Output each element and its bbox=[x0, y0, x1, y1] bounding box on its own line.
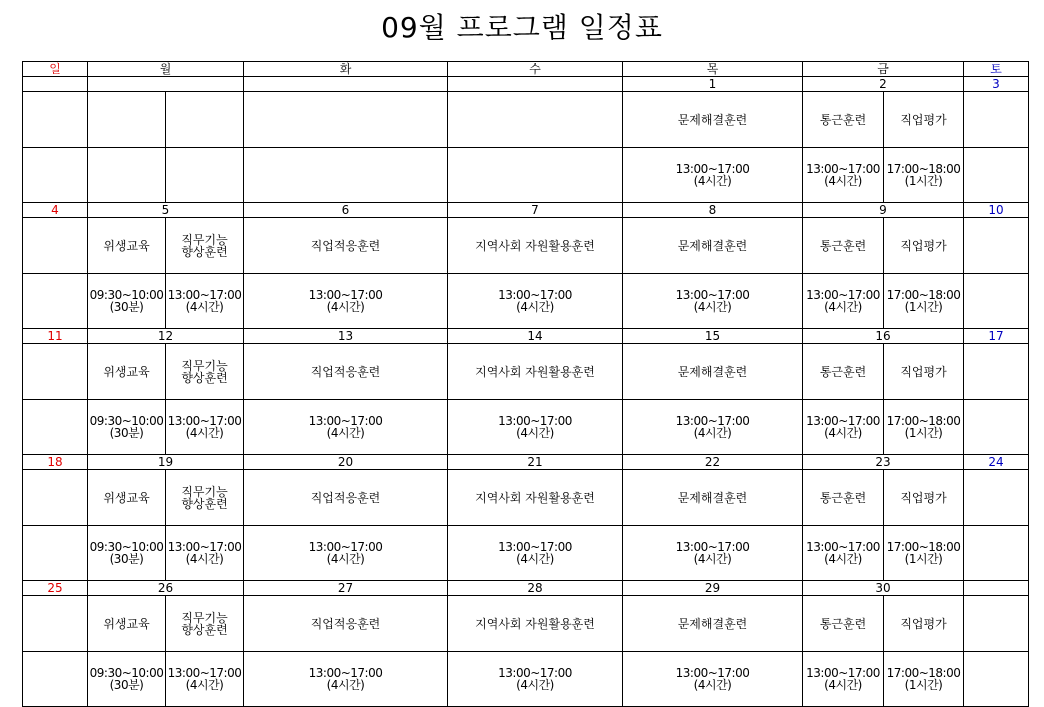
program-name: 직업적응훈련 bbox=[244, 218, 448, 274]
date-number: 21 bbox=[448, 455, 623, 470]
date-number: 25 bbox=[23, 581, 88, 596]
program-time: 13:00~17:00 (4시간) bbox=[803, 526, 884, 581]
program-name: 직무기능 향상훈련 bbox=[166, 470, 244, 526]
program-time bbox=[23, 526, 88, 581]
date-number: 12 bbox=[88, 329, 244, 344]
program-name: 직무기능 향상훈련 bbox=[166, 596, 244, 652]
program-name: 직업평가 bbox=[884, 596, 964, 652]
program-name-row bbox=[23, 344, 1029, 400]
program-time: 13:00~17:00 (4시간) bbox=[803, 148, 884, 203]
program-name: 직업적응훈련 bbox=[244, 470, 448, 526]
program-time: 13:00~17:00 (4시간) bbox=[166, 526, 244, 581]
week-date-row bbox=[23, 455, 1029, 470]
program-name: 직업평가 bbox=[884, 218, 964, 274]
program-time: 13:00~17:00 (4시간) bbox=[448, 274, 623, 329]
program-time-row bbox=[23, 274, 1029, 329]
program-name bbox=[23, 596, 88, 652]
program-name-row bbox=[23, 596, 1029, 652]
program-name: 위생교육 bbox=[88, 218, 166, 274]
program-name: 통근훈련 bbox=[803, 596, 884, 652]
date-number: 19 bbox=[88, 455, 244, 470]
program-name bbox=[244, 92, 448, 148]
date-number bbox=[244, 77, 448, 92]
date-number bbox=[448, 77, 623, 92]
program-time: 13:00~17:00 (4시간) bbox=[166, 652, 244, 707]
date-number bbox=[88, 77, 244, 92]
date-number: 9 bbox=[803, 203, 964, 218]
date-number: 1 bbox=[623, 77, 803, 92]
program-name-row bbox=[23, 470, 1029, 526]
date-number: 17 bbox=[964, 329, 1029, 344]
program-name: 통근훈련 bbox=[803, 92, 884, 148]
program-name: 문제해결훈련 bbox=[623, 92, 803, 148]
program-time: 13:00~17:00 (4시간) bbox=[244, 274, 448, 329]
program-name: 직업적응훈련 bbox=[244, 596, 448, 652]
program-time: 17:00~18:00 (1시간) bbox=[884, 526, 964, 581]
program-time: 13:00~17:00 (4시간) bbox=[623, 400, 803, 455]
program-name: 지역사회 자원활용훈련 bbox=[448, 596, 623, 652]
schedule-table bbox=[22, 61, 1029, 707]
program-name bbox=[23, 344, 88, 400]
page-title: 09월 프로그램 일정표 bbox=[381, 11, 663, 44]
program-name bbox=[23, 470, 88, 526]
program-name: 지역사회 자원활용훈련 bbox=[448, 218, 623, 274]
date-number: 20 bbox=[244, 455, 448, 470]
program-name bbox=[23, 92, 88, 148]
program-name: 통근훈련 bbox=[803, 344, 884, 400]
program-name bbox=[23, 218, 88, 274]
program-time: 13:00~17:00 (4시간) bbox=[244, 400, 448, 455]
program-name bbox=[964, 470, 1029, 526]
date-number: 16 bbox=[803, 329, 964, 344]
week-date-row bbox=[23, 203, 1029, 218]
program-time: 13:00~17:00 (4시간) bbox=[803, 274, 884, 329]
program-name-row bbox=[23, 218, 1029, 274]
program-time-row bbox=[23, 526, 1029, 581]
program-name-row bbox=[23, 92, 1029, 148]
date-number: 3 bbox=[964, 77, 1029, 92]
program-time: 13:00~17:00 (4시간) bbox=[244, 652, 448, 707]
program-name: 통근훈련 bbox=[803, 218, 884, 274]
date-number: 30 bbox=[803, 581, 964, 596]
program-name: 직업평가 bbox=[884, 344, 964, 400]
program-time bbox=[88, 148, 166, 203]
program-time-row bbox=[23, 400, 1029, 455]
date-number: 18 bbox=[23, 455, 88, 470]
program-name: 직무기능 향상훈련 bbox=[166, 344, 244, 400]
program-time bbox=[964, 652, 1029, 707]
program-time bbox=[964, 148, 1029, 203]
program-time bbox=[23, 274, 88, 329]
program-time bbox=[23, 400, 88, 455]
program-time: 13:00~17:00 (4시간) bbox=[623, 526, 803, 581]
program-time: 13:00~17:00 (4시간) bbox=[244, 526, 448, 581]
program-name: 통근훈련 bbox=[803, 470, 884, 526]
date-number bbox=[964, 581, 1029, 596]
program-time: 17:00~18:00 (1시간) bbox=[884, 148, 964, 203]
program-name: 위생교육 bbox=[88, 470, 166, 526]
weekday-header: 수 bbox=[448, 62, 623, 77]
program-name bbox=[964, 344, 1029, 400]
week-date-row bbox=[23, 329, 1029, 344]
program-name: 직업평가 bbox=[884, 92, 964, 148]
date-number: 6 bbox=[244, 203, 448, 218]
date-number: 14 bbox=[448, 329, 623, 344]
program-time bbox=[23, 148, 88, 203]
program-time: 09:30~10:00 (30분) bbox=[88, 400, 166, 455]
program-name bbox=[964, 218, 1029, 274]
program-time: 13:00~17:00 (4시간) bbox=[803, 400, 884, 455]
program-time: 17:00~18:00 (1시간) bbox=[884, 274, 964, 329]
date-number: 10 bbox=[964, 203, 1029, 218]
program-time bbox=[244, 148, 448, 203]
weekday-header: 토 bbox=[964, 62, 1029, 77]
date-number: 2 bbox=[803, 77, 964, 92]
date-number bbox=[23, 77, 88, 92]
program-time-row bbox=[23, 652, 1029, 707]
program-time: 13:00~17:00 (4시간) bbox=[448, 652, 623, 707]
date-number: 24 bbox=[964, 455, 1029, 470]
date-number: 13 bbox=[244, 329, 448, 344]
program-time: 17:00~18:00 (1시간) bbox=[884, 652, 964, 707]
program-name: 위생교육 bbox=[88, 344, 166, 400]
program-name: 문제해결훈련 bbox=[623, 470, 803, 526]
program-name: 문제해결훈련 bbox=[623, 596, 803, 652]
weekday-header: 월 bbox=[88, 62, 244, 77]
program-name: 직무기능 향상훈련 bbox=[166, 218, 244, 274]
program-time: 09:30~10:00 (30분) bbox=[88, 652, 166, 707]
date-number: 7 bbox=[448, 203, 623, 218]
program-name: 지역사회 자원활용훈련 bbox=[448, 344, 623, 400]
date-number: 4 bbox=[23, 203, 88, 218]
date-number: 5 bbox=[88, 203, 244, 218]
program-time bbox=[964, 400, 1029, 455]
week-date-row bbox=[23, 77, 1029, 92]
program-name: 직업평가 bbox=[884, 470, 964, 526]
program-time bbox=[964, 526, 1029, 581]
date-number: 8 bbox=[623, 203, 803, 218]
weekday-header: 금 bbox=[803, 62, 964, 77]
program-time: 13:00~17:00 (4시간) bbox=[448, 400, 623, 455]
program-name: 직업적응훈련 bbox=[244, 344, 448, 400]
program-name bbox=[166, 92, 244, 148]
program-time: 09:30~10:00 (30분) bbox=[88, 274, 166, 329]
program-time: 09:30~10:00 (30분) bbox=[88, 526, 166, 581]
program-time: 13:00~17:00 (4시간) bbox=[166, 400, 244, 455]
program-name bbox=[88, 92, 166, 148]
date-number: 28 bbox=[448, 581, 623, 596]
program-name bbox=[448, 92, 623, 148]
program-time: 13:00~17:00 (4시간) bbox=[166, 274, 244, 329]
program-time: 13:00~17:00 (4시간) bbox=[623, 652, 803, 707]
weekday-header: 일 bbox=[23, 62, 88, 77]
program-time: 13:00~17:00 (4시간) bbox=[803, 652, 884, 707]
program-time: 13:00~17:00 (4시간) bbox=[623, 148, 803, 203]
program-time bbox=[964, 274, 1029, 329]
date-number: 11 bbox=[23, 329, 88, 344]
program-name: 문제해결훈련 bbox=[623, 344, 803, 400]
date-number: 29 bbox=[623, 581, 803, 596]
date-number: 23 bbox=[803, 455, 964, 470]
program-time bbox=[23, 652, 88, 707]
program-time: 17:00~18:00 (1시간) bbox=[884, 400, 964, 455]
program-time: 13:00~17:00 (4시간) bbox=[623, 274, 803, 329]
program-time-row bbox=[23, 148, 1029, 203]
program-name: 위생교육 bbox=[88, 596, 166, 652]
date-number: 26 bbox=[88, 581, 244, 596]
program-name: 지역사회 자원활용훈련 bbox=[448, 470, 623, 526]
weekday-header: 목 bbox=[623, 62, 803, 77]
program-name bbox=[964, 92, 1029, 148]
weekday-header-row bbox=[23, 62, 1029, 77]
weekday-header: 화 bbox=[244, 62, 448, 77]
week-date-row bbox=[23, 581, 1029, 596]
date-number: 15 bbox=[623, 329, 803, 344]
program-time: 13:00~17:00 (4시간) bbox=[448, 526, 623, 581]
program-name bbox=[964, 596, 1029, 652]
program-name: 문제해결훈련 bbox=[623, 218, 803, 274]
date-number: 27 bbox=[244, 581, 448, 596]
program-time bbox=[448, 148, 623, 203]
date-number: 22 bbox=[623, 455, 803, 470]
program-time bbox=[166, 148, 244, 203]
